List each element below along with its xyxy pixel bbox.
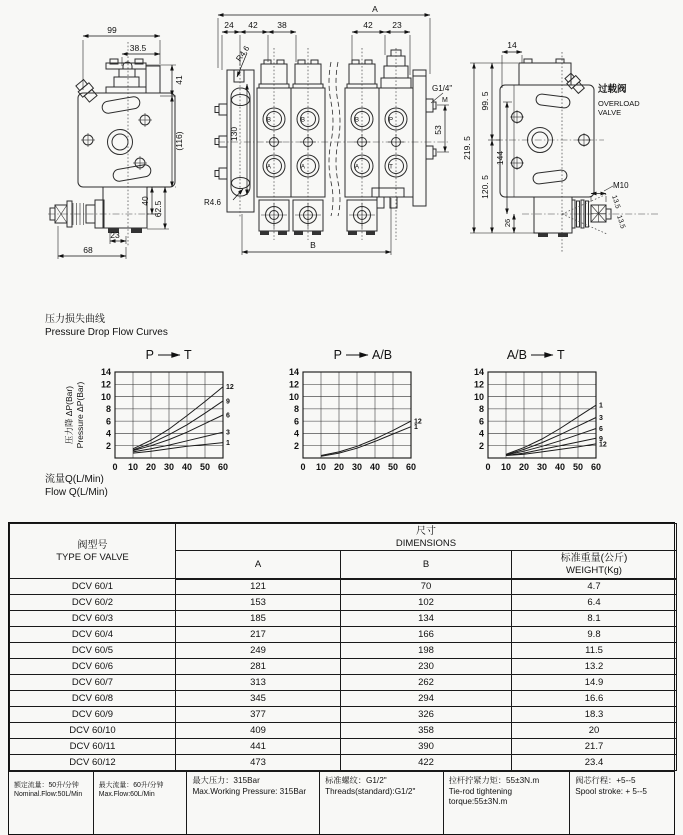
dim-24: 24: [224, 20, 234, 30]
dim-a-cell: 185: [176, 611, 341, 627]
valve-type-cell: DCV 60/11: [10, 739, 176, 755]
table-row: [10, 755, 677, 771]
x-tick-label: 50: [199, 462, 211, 472]
x-tick-label: 20: [145, 462, 157, 472]
table-body: [10, 579, 677, 771]
valve-type-cell: DCV 60/4: [10, 627, 176, 643]
dim-41: 41: [174, 75, 184, 85]
col-header-dimensions-en: DIMENSIONS: [395, 537, 457, 549]
port-label-top: P: [388, 116, 394, 124]
x-tick-label: 0: [112, 462, 118, 472]
dim-a-cell: 281: [176, 659, 341, 675]
x-tick-label: 20: [333, 462, 345, 472]
table-row: [10, 659, 677, 675]
chart-title-to: T: [557, 348, 565, 362]
right-side-view-drawing: [462, 40, 660, 252]
curve-p-ab-1: [321, 427, 411, 457]
spec-nominal-flow: [9, 772, 94, 834]
radius-bottom-label: R4.6: [204, 198, 221, 207]
curve-label: 1: [414, 424, 418, 432]
dim-a-cell: 313: [176, 675, 341, 691]
flow-axis-label: [45, 474, 108, 499]
y-tick-label: 14: [100, 367, 111, 378]
dim-14: 14: [507, 40, 517, 50]
valve-type-cell: DCV 60/12: [10, 755, 176, 771]
port-thread-m-label: M: [442, 97, 448, 104]
weight-cell: 13.2: [512, 659, 677, 675]
col-header-weight-en: WEIGHT(Kg): [566, 564, 622, 576]
dim-b-cell: 294: [341, 691, 512, 707]
x-tick-label: 40: [369, 462, 381, 472]
chart-title-to: T: [184, 348, 192, 362]
spec-spool-stroke: [570, 772, 674, 834]
dim-62-5: 62.5: [153, 200, 163, 218]
y-tick-label: 12: [473, 379, 484, 390]
valve-type-cell: DCV 60/7: [10, 675, 176, 691]
col-header-weight: [512, 551, 677, 579]
x-tick-label: 20: [518, 462, 530, 472]
weight-cell: 8.1: [512, 611, 677, 627]
curve-label: 1: [226, 440, 230, 448]
flow-axis-label-cn: 流量Q(L/Min): [45, 474, 104, 485]
spec-nominal-flow-en: Nominal.Flow:50L/Min: [14, 791, 83, 798]
dim-b-cell: 326: [341, 707, 512, 723]
curve-label: 12: [599, 441, 607, 449]
dim-b-cell: 358: [341, 723, 512, 739]
col-header-a: A: [176, 551, 341, 579]
overload-valve-label-en2: VALVE: [598, 108, 622, 117]
overload-valve-label-cn: 过载阀: [598, 84, 627, 95]
port-label-top: B: [354, 116, 360, 124]
spec-threads-en: Threads(standard):G1/2": [325, 786, 416, 796]
spec-max-pressure: [187, 772, 320, 834]
dim-b-cell: 166: [341, 627, 512, 643]
dim-b-cell: 262: [341, 675, 512, 691]
spec-max-flow-en: Max.Flow:60L/Min: [98, 791, 155, 798]
curves-title-cn: 压力损失曲线: [45, 314, 105, 325]
chart-title-from: A/B: [506, 348, 527, 362]
col-header-dimensions: [176, 524, 677, 551]
dim-40: 40: [140, 196, 150, 206]
table-row: [10, 691, 677, 707]
dim-a-cell: 217: [176, 627, 341, 643]
port-label-bottom: T: [389, 163, 393, 171]
col-header-type-en: TYPE OF VALVE: [56, 551, 129, 563]
dim-a-cell: 473: [176, 755, 341, 771]
dim-38-5: 38.5: [129, 43, 147, 53]
weight-cell: 20: [512, 723, 677, 739]
table-row: [10, 595, 677, 611]
curve-p-t-12: [133, 387, 223, 449]
dim-a-cell: 249: [176, 643, 341, 659]
chart-title-from: P: [333, 348, 342, 362]
dim-spool-a: 13.5: [610, 194, 621, 210]
spec-tie-rod-torque-en: Tie-rod tightening torque:55±3N.m: [448, 786, 513, 806]
y-tick-label: 12: [100, 379, 111, 390]
dimensions-table-wrapper: [8, 522, 675, 835]
left-view-drawing: [48, 25, 184, 259]
technical-drawings: [0, 0, 683, 315]
col-header-type: [10, 524, 176, 579]
dim-26: 26: [503, 218, 512, 228]
weight-cell: 21.7: [512, 739, 677, 755]
dim-a-cell: 345: [176, 691, 341, 707]
chart-title-to: A/B: [372, 348, 393, 362]
x-tick-label: 30: [163, 462, 175, 472]
valve-type-cell: DCV 60/3: [10, 611, 176, 627]
weight-cell: 9.8: [512, 627, 677, 643]
y-tick-label: 2: [478, 440, 484, 451]
table-row: [10, 707, 677, 723]
weight-cell: 4.7: [512, 579, 677, 595]
y-tick-label: 8: [105, 404, 111, 415]
curve-p-ab-12: [321, 421, 411, 455]
port-label-bottom: A: [354, 163, 360, 171]
dim-53: 53: [433, 125, 443, 135]
y-tick-label: 10: [473, 391, 484, 402]
dim-144: 144: [495, 150, 505, 166]
chart-p-to-ab: [258, 342, 453, 479]
chart-canvas-p-t: [70, 342, 265, 474]
x-tick-label: 40: [554, 462, 566, 472]
valve-section: [257, 60, 291, 235]
y-tick-label: 2: [105, 440, 111, 451]
spec-spool-stroke-cn: 阀芯行程：+5--5: [575, 776, 636, 785]
col-header-dimensions-cn: 尺寸: [416, 525, 436, 537]
curve-label: 9: [599, 435, 603, 443]
col-header-weight-cn: 标准重量(公斤): [560, 552, 628, 564]
dim-a-cell: 153: [176, 595, 341, 611]
weight-cell: 14.9: [512, 675, 677, 691]
spec-tie-rod-torque-cn: 拉杆拧紧力矩：55±3N.m: [448, 776, 540, 785]
table-row: [10, 579, 677, 595]
curve-ab-t-9: [506, 438, 596, 455]
y-tick-label: 6: [105, 416, 111, 427]
dim-120-5: 120. 5: [480, 175, 490, 199]
y-tick-label: 8: [293, 404, 299, 415]
spec-footer: [9, 771, 674, 834]
valve-section: [345, 60, 379, 235]
port-label-bottom: A: [300, 163, 306, 171]
curve-label: 3: [599, 415, 603, 422]
dim-spool-b: 13.5: [615, 214, 626, 230]
y-tick-label: 10: [100, 391, 111, 402]
dim-116: (116): [174, 131, 184, 151]
x-tick-label: 0: [300, 462, 306, 472]
x-tick-label: 10: [315, 462, 327, 472]
dim-a-cell: 121: [176, 579, 341, 595]
table-row: [10, 643, 677, 659]
dim-b-cell: 390: [341, 739, 512, 755]
port-label-bottom: A: [266, 163, 272, 171]
spec-threads: [320, 772, 444, 834]
dim-a-cell: 377: [176, 707, 341, 723]
spec-max-pressure-cn: 最大压力：315Bar: [192, 776, 260, 785]
spec-tie-rod-torque: [444, 772, 571, 834]
x-tick-label: 60: [405, 462, 417, 472]
spec-max-flow-cn: 最大流量：60升/分钟: [98, 782, 164, 789]
curve-label: 6: [599, 426, 603, 433]
x-tick-label: 0: [485, 462, 491, 472]
curves-section-title: [45, 314, 168, 339]
x-tick-label: 30: [351, 462, 363, 472]
y-tick-label: 10: [288, 391, 299, 402]
x-tick-label: 60: [590, 462, 602, 472]
y-tick-label: 4: [293, 428, 299, 439]
y-tick-label: 6: [293, 416, 299, 427]
valve-type-cell: DCV 60/1: [10, 579, 176, 595]
y-tick-label: 4: [478, 428, 484, 439]
valve-type-cell: DCV 60/5: [10, 643, 176, 659]
curve-label: 9: [226, 398, 230, 406]
table-row: [10, 739, 677, 755]
dim-b-cell: 422: [341, 755, 512, 771]
thread-m10-label: M10: [613, 181, 629, 190]
valve-type-cell: DCV 60/9: [10, 707, 176, 723]
dim-b-cell: 70: [341, 579, 512, 595]
x-tick-label: 60: [217, 462, 229, 472]
port-label-top: B: [266, 116, 272, 124]
dim-68: 68: [83, 245, 93, 255]
dim-b-cell: 102: [341, 595, 512, 611]
valve-type-cell: DCV 60/10: [10, 723, 176, 739]
front-view-drawing: [204, 4, 452, 255]
x-tick-label: 10: [500, 462, 512, 472]
chart-ab-to-t: [443, 342, 638, 479]
dim-b-cell: 230: [341, 659, 512, 675]
weight-cell: 11.5: [512, 643, 677, 659]
valve-type-cell: DCV 60/6: [10, 659, 176, 675]
spec-max-flow: [94, 772, 188, 834]
dim-99-5: 99. 5: [480, 91, 490, 111]
table-row: [10, 627, 677, 643]
x-tick-label: 40: [181, 462, 193, 472]
chart-canvas-ab-t: [443, 342, 638, 474]
col-header-b: B: [341, 551, 512, 579]
table-row: [10, 723, 677, 739]
y-tick-label: 2: [293, 440, 299, 451]
dim-a-total: A: [372, 4, 378, 14]
curve-label: 6: [226, 412, 230, 420]
dim-219-5: 219. 5: [462, 136, 472, 160]
y-tick-label: 8: [478, 404, 484, 415]
x-tick-label: 50: [572, 462, 584, 472]
dim-23: 23: [110, 230, 120, 240]
radius-top-label: R4.6: [234, 44, 252, 64]
table-row: [10, 611, 677, 627]
curve-label: 12: [226, 384, 234, 392]
dim-42a: 42: [248, 20, 258, 30]
dimensions-table: [9, 523, 677, 771]
curve-ab-t-1: [506, 405, 596, 454]
weight-cell: 16.6: [512, 691, 677, 707]
flow-axis-label-en: Flow Q(L/Min): [45, 486, 108, 498]
y-tick-label: 4: [105, 428, 111, 439]
x-tick-label: 50: [387, 462, 399, 472]
dim-a-cell: 409: [176, 723, 341, 739]
valve-type-cell: DCV 60/2: [10, 595, 176, 611]
curve-p-t-1: [133, 443, 223, 454]
dim-b-cell: 198: [341, 643, 512, 659]
y-tick-label: 6: [478, 416, 484, 427]
chart-p-to-t: [70, 342, 265, 479]
overload-valve-label-en1: OVERLOAD: [598, 99, 640, 108]
y-tick-label: 14: [473, 367, 484, 378]
spec-nominal-flow-cn: 额定流量：50升/分钟: [14, 782, 79, 789]
y-tick-label: 14: [288, 367, 299, 378]
port-label-top: B: [300, 116, 306, 124]
x-tick-label: 10: [127, 462, 139, 472]
weight-cell: 6.4: [512, 595, 677, 611]
curves-title-en: Pressure Drop Flow Curves: [45, 326, 168, 338]
weight-cell: 23.4: [512, 755, 677, 771]
port-thread-label: G1/4": [432, 84, 453, 93]
dim-b-cell: 134: [341, 611, 512, 627]
dim-23b: 23: [392, 20, 402, 30]
dim-130: 130: [229, 126, 239, 142]
pressure-axis-label-en: Pressure ΔP(Bar): [75, 381, 85, 449]
valve-type-cell: DCV 60/8: [10, 691, 176, 707]
table-row: [10, 675, 677, 691]
valve-section: [291, 60, 325, 235]
y-tick-label: 12: [288, 379, 299, 390]
curve-label: 3: [226, 429, 230, 437]
chart-canvas-p-ab: [258, 342, 453, 474]
dim-99: 99: [107, 25, 117, 35]
dim-42b: 42: [363, 20, 373, 30]
curve-label: 12: [414, 418, 422, 426]
dim-a-cell: 441: [176, 739, 341, 755]
curve-label: 1: [599, 402, 603, 410]
spec-threads-cn: 标准螺纹：G1/2": [325, 776, 387, 785]
spec-max-pressure-en: Max.Working Pressure: 315Bar: [192, 786, 307, 796]
weight-cell: 18.3: [512, 707, 677, 723]
dim-38: 38: [277, 20, 287, 30]
pressure-axis-label-cn: 压力降 ΔP(Bar): [64, 385, 74, 445]
dim-b-total: B: [310, 240, 316, 250]
x-tick-label: 30: [536, 462, 548, 472]
col-header-type-cn: 阀型号: [77, 539, 108, 551]
spec-spool-stroke-en: Spool stroke: + 5--5: [575, 786, 647, 796]
chart-title-from: P: [145, 348, 154, 362]
